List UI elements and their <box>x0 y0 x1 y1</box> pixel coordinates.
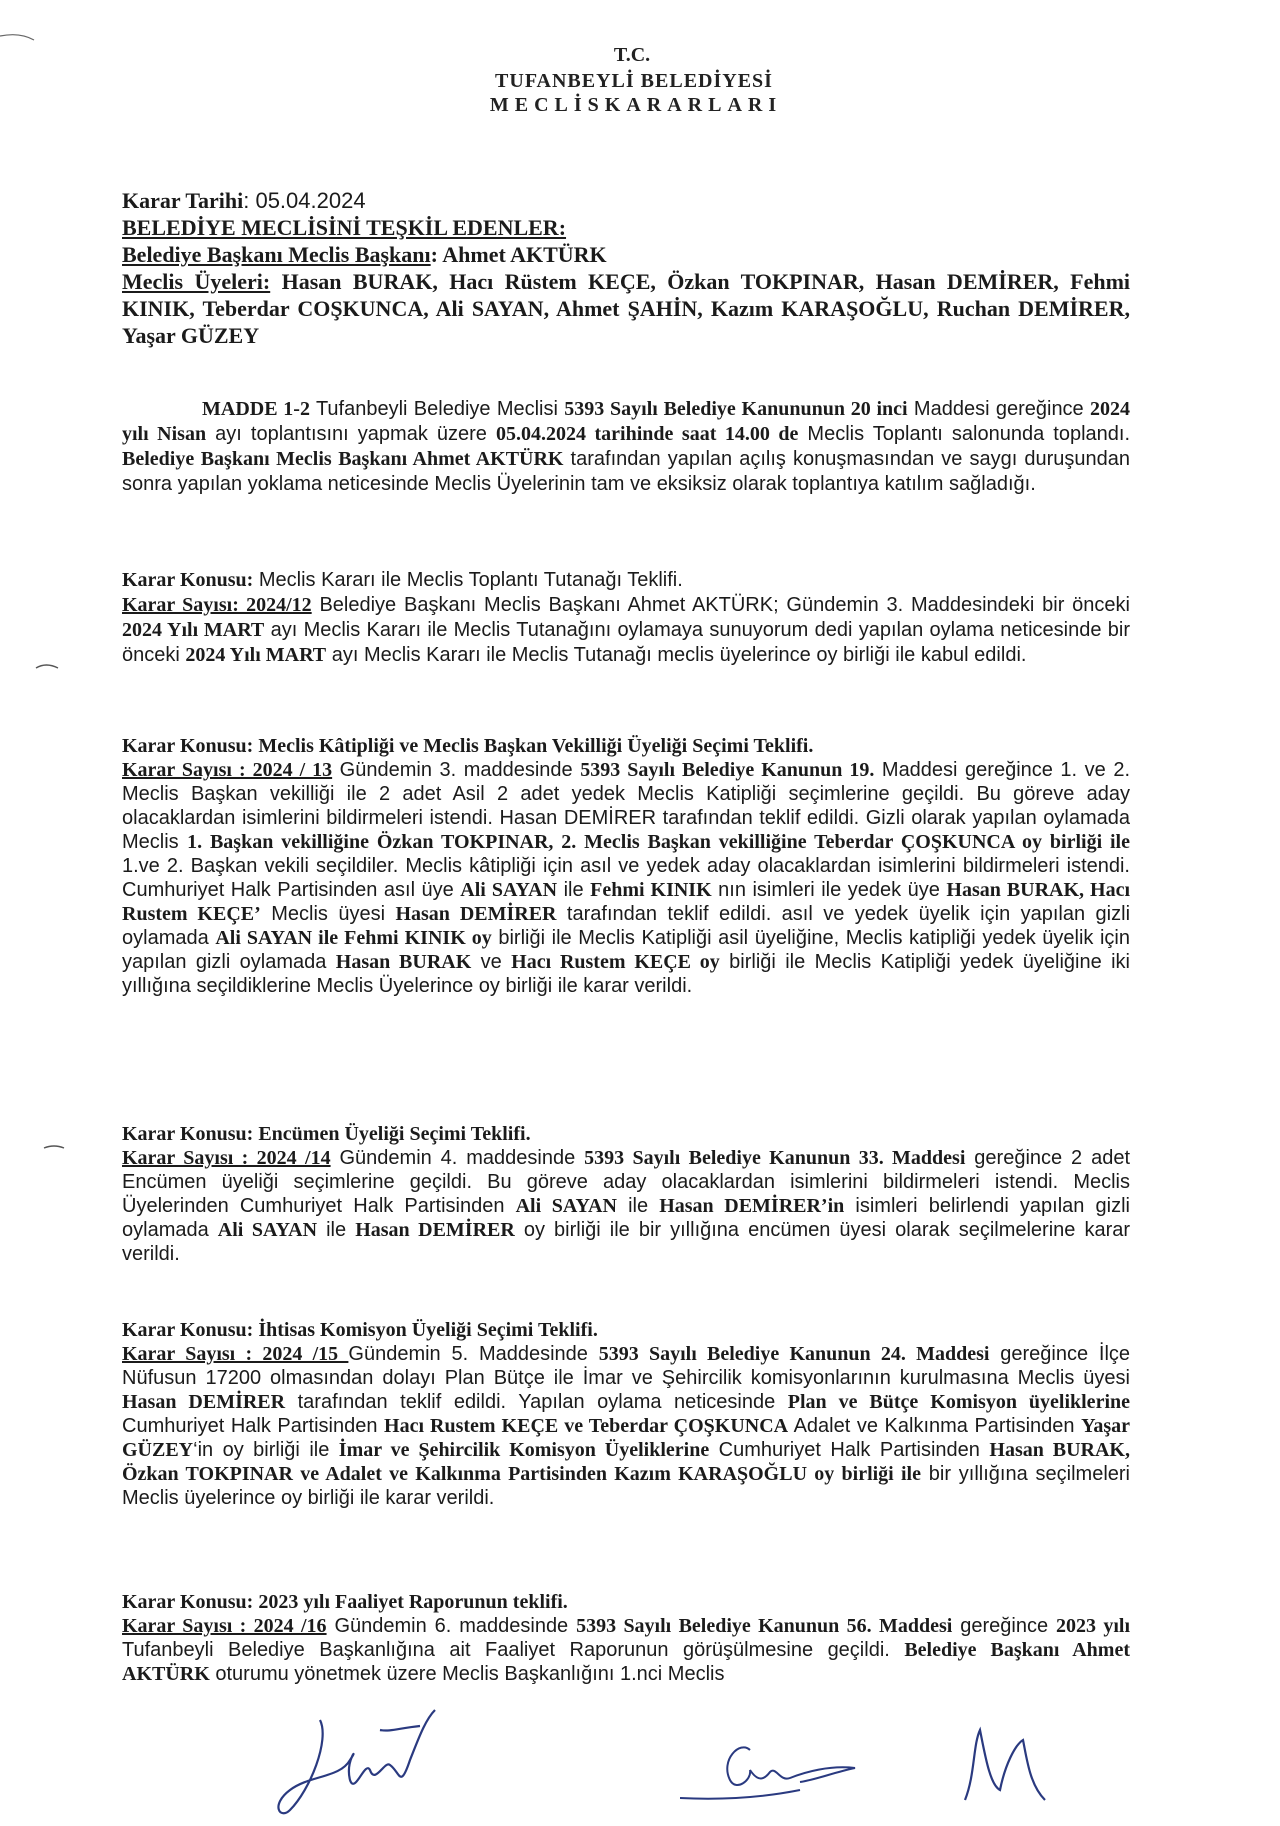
text-run: Maddesi gereğince <box>907 398 1091 420</box>
text-run: : Encümen Üyeliği Seçimi Teklifi. <box>246 1123 531 1145</box>
text-run: Ali SAYAN ile Fehmi KINIK oy <box>215 927 492 949</box>
decision-2024-12 <box>122 568 1130 668</box>
text-run: Hasan BURAK <box>335 951 472 973</box>
text-run: Hasan DEMİRER <box>355 1219 515 1241</box>
decision-subject <box>122 1318 1130 1342</box>
text-run: gereğince <box>952 1615 1056 1637</box>
text-run: oturumu yönetmek üzere Meclis Başkanlığını 1.nci Meclis <box>209 1663 725 1685</box>
decision-2024-14 <box>122 1122 1130 1266</box>
text-run: Fehmi KINIK <box>590 879 712 901</box>
text-run: MADDE 1-2 <box>202 398 310 420</box>
text-run: 05.04.2024 tarihinde saat 14.00 de <box>496 423 799 445</box>
text-run: 5393 Sayılı Belediye Kanununun 20 inci <box>564 398 908 420</box>
text-run: Hacı Rustem KEÇE ve Teberdar ÇOŞKUNCA <box>384 1415 789 1437</box>
decision-subject <box>122 1590 1130 1614</box>
text-run: Meclis Toplantı salonunda toplandı. <box>798 423 1131 445</box>
text-run: Hasan BURAK, Hacı Rüstem KEÇE, Özkan TOKPINAR, Hasan DEMİRER, Fehmi KINIK, Teberdar COŞKUNCA, Ali SAYAN, Ahmet ŞAHİN, Kazım KARAŞOĞLU, Ruchan DEMİRER, Yaşar GÜZEY <box>122 269 1131 348</box>
members-title <box>122 214 1130 241</box>
text-run: ayı Meclis Kararı ile Meclis Tutanağını oylamaya sunuyorum dedi yapılan oylama neticesinde bir önceki <box>122 619 1130 666</box>
text-run: birliği ile Meclis Katipliği asil üyeliğine, Meclis katipliği yedek üyelik için yapılan gizli oylamada <box>122 927 1130 973</box>
text-run: Ali SAYAN <box>217 1219 318 1241</box>
text-run: Hacı Rustem KEÇE oy <box>511 951 720 973</box>
madde-paragraph <box>122 397 1130 497</box>
text-run: Hasan DEMİRER’in <box>659 1195 845 1217</box>
decision-date <box>122 187 1130 214</box>
text-run: Hasan BURAK, Hacı Rustem KEÇE’ <box>122 879 1131 925</box>
header-council-decisions: MECLİSKARARLARI <box>489 94 783 116</box>
text-run: birliği ile Meclis Katipliği yedek üyeliğine iki yıllığına seçildiklerine Meclis Üyelerince oy birliği ile karar verildi. <box>122 951 1130 997</box>
decision-number: Karar Sayısı: 2024/12 <box>122 594 312 616</box>
signature-clerk-2 <box>945 1705 1065 1815</box>
text-run: oy birliği ile bir yıllığına encümen üyesi olarak seçilmelerine karar verildi. <box>122 1219 1131 1265</box>
text-run: Meclis üyesi <box>260 903 396 925</box>
members-line <box>122 268 1130 349</box>
text-run: ile <box>317 1219 356 1241</box>
text-run: 5393 Sayılı Belediye Kanunun 33. Maddesi <box>584 1147 966 1169</box>
text-run: 2024 Yılı MART <box>122 619 265 641</box>
text-run: Plan ve Bütçe Komisyon üyeliklerine <box>787 1391 1130 1413</box>
text-run: Hasan DEMİRER <box>395 903 557 925</box>
text-run: Meclis Kararı ile Meclis Toplantı Tutanağı Teklifi. <box>253 569 683 591</box>
text-run: İmar ve Şehircilik Komisyon Üyeliklerine <box>338 1439 710 1461</box>
text-run: Karar Konusu <box>122 735 247 757</box>
text-run: ayı Meclis Kararı ile Meclis Tutanağı meclis üyelerince oy birliği ile kabul edildi. <box>326 644 1027 666</box>
text-run: : 05.04.2024 <box>243 188 366 213</box>
decision-number: Karar Sayısı : 2024 /15 <box>122 1343 349 1365</box>
decision-number: Karar Sayısı : 2024 / 13 <box>122 759 333 781</box>
text-run: BELEDİYE MECLİSİNİ TEŞKİL EDENLER: <box>122 215 567 240</box>
text-run: Gündemin 5. Maddesinde <box>348 1343 599 1365</box>
decision-subject <box>122 734 1130 758</box>
text-run: ile <box>557 879 591 901</box>
text-run: 2023 yılı <box>1055 1615 1130 1637</box>
text-run: Gündemin 4. maddesinde <box>330 1147 585 1169</box>
text-run: gereğince İlçe Nüfusun 17200 olmasından dolayı Plan Bütçe ile İmar ve Şehircilik komisyonlarının kurulmasına Meclis üyesi <box>122 1343 1131 1389</box>
decision-2024-13 <box>122 734 1130 998</box>
text-run: ayı toplantısını yapmak üzere <box>206 423 496 445</box>
header-municipality: TUFANBEYLİ BELEDİYESİ <box>495 70 773 92</box>
mayor-line <box>122 241 1130 268</box>
text-run: Karar Konusu: <box>122 569 254 591</box>
signature-clerk-1 <box>680 1720 880 1820</box>
text-run: : Ahmet AKTÜRK <box>430 242 607 267</box>
text-run: ve <box>471 951 512 973</box>
decision-number: Karar Sayısı : 2024 /14 <box>122 1147 331 1169</box>
decision-number: Karar Sayısı : 2024 /16 <box>122 1615 327 1637</box>
text-run: ‘in oy birliği ile <box>193 1439 339 1461</box>
text-run: Cumhuriyet Halk Partisinden <box>709 1439 990 1461</box>
text-run: 2024 Yılı MART <box>185 644 327 666</box>
text-run: Karar Konusu <box>122 1123 247 1145</box>
decision-2024-15 <box>122 1318 1130 1510</box>
text-run: ile <box>616 1195 660 1217</box>
text-run: bir yıllığına seçilmeleri Meclis üyelerince oy birliği ile karar verildi. <box>122 1463 1130 1509</box>
text-run: isimleri belirlendi yapılan gizli oylamada <box>122 1195 1130 1241</box>
text-run: Tufanbeyli Belediye Meclisi <box>309 398 565 420</box>
text-run: Cumhuriyet Halk Partisinden <box>122 1415 385 1437</box>
text-run: Yaşar GÜZEY <box>122 1415 1130 1461</box>
decision-subject <box>122 1122 1130 1146</box>
meta-block <box>122 187 1130 349</box>
text-run: 2024 yılı Nisan <box>122 398 1131 445</box>
text-run: Gündemin 3. maddesinde <box>332 759 581 781</box>
text-run: Tufanbeyli Belediye Başkanlığına ait Faaliyet Raporunun görüşülmesine geçildi. <box>122 1639 905 1661</box>
text-run: Meclis Üyeleri: <box>122 269 271 294</box>
text-run: 5393 Sayılı Belediye Kanunun 56. Maddesi <box>576 1615 953 1637</box>
text-run: Ali SAYAN <box>460 879 558 901</box>
text-run: : Meclis Kâtipliği ve Meclis Başkan Vekilliği Üyeliği Seçimi Teklifi. <box>246 735 814 757</box>
header-tc: T.C. <box>613 44 651 66</box>
text-run: 2023 yılı Faaliyet Raporunun teklifi. <box>253 1591 568 1613</box>
text-run: Adalet ve Kalkınma Partisinden <box>788 1415 1082 1437</box>
text-run: Maddesi gereğince 1. ve 2. Meclis Başkan vekilliği ile 2 adet Asil 2 adet yedek Meclis Katipliği seçimlerine geçildi. Bu göreve aday olacaklardan isimlerini bildirmeleri istendi. Hasan DEMİRER tarafından teklif edildi. Gizli olarak yapılan oylamada Meclis <box>122 759 1131 853</box>
text-run: : İhtisas Komisyon Üyeliği Seçimi Teklifi. <box>246 1319 598 1341</box>
text-run: 1.ve 2. Başkan vekili seçildiler. Meclis kâtipliği için asıl ve yedek aday olacaklardan isimlerini bildirmeleri istendi. Cumhuriyet Halk Partisinden asıl üye <box>122 855 1130 901</box>
text-run: 1. Başkan vekilliğine Özkan TOKPINAR, 2. Meclis Başkan vekilliğine Teberdar ÇOŞKUNCA oy birliği ile <box>187 831 1130 853</box>
signature-mayor <box>250 1700 470 1826</box>
text-run: 5393 Sayılı Belediye Kanunun 24. Maddesi <box>598 1343 990 1365</box>
text-run: nın isimleri ile yedek üye <box>711 879 947 901</box>
text-run: Karar Konusu: <box>122 1591 254 1613</box>
text-run: tarafından teklif edildi. asıl ve yedek üyelik için yapılan gizli oylamada <box>122 903 1131 949</box>
decision-2024-16 <box>122 1590 1130 1686</box>
text-run: tarafından teklif edildi. Yapılan oylama neticesinde <box>285 1391 788 1413</box>
text-run: tarafından yapılan açılış konuşmasından ve saygı duruşundan sonra yapılan yoklama neticesinde Meclis Üyelerinin tam ve eksiksiz olarak toplantıya katılım sağladığı. <box>122 448 1130 495</box>
text-run: Belediye Başkanı Ahmet AKTÜRK <box>122 1639 1131 1685</box>
text-run: Belediye Başkanı Meclis Başkanı <box>122 242 431 267</box>
text-run: Belediye Başkanı Meclis Başkanı Ahmet AKTÜRK <box>122 448 564 470</box>
text-run: Ali SAYAN <box>515 1195 617 1217</box>
text-run: 5393 Sayılı Belediye Kanunun 19. <box>580 759 875 781</box>
text-run: Hasan BURAK, Özkan TOKPINAR ve Adalet ve Kalkınma Partisinden Kazım KARAŞOĞLU oy birliği ile <box>122 1439 1130 1485</box>
text-run: Belediye Başkanı Meclis Başkanı Ahmet AKTÜRK; Gündemin 3. Maddesindeki bir önceki <box>311 594 1130 616</box>
text-run: Gündemin 6. maddesinde <box>326 1615 577 1637</box>
decision-subject <box>122 568 1130 593</box>
text-run: Karar Tarihi <box>122 188 244 213</box>
text-run: gereğince 2 adet Encümen üyeliği seçimlerine geçildi. Bu göreve aday olacaklardan isimlerini bildirmeleri istendi. Meclis Üyelerinden Cumhuriyet Halk Partisinden <box>122 1147 1131 1217</box>
text-run: Karar Konusu <box>122 1319 247 1341</box>
text-run: Hasan DEMİRER <box>122 1391 286 1413</box>
